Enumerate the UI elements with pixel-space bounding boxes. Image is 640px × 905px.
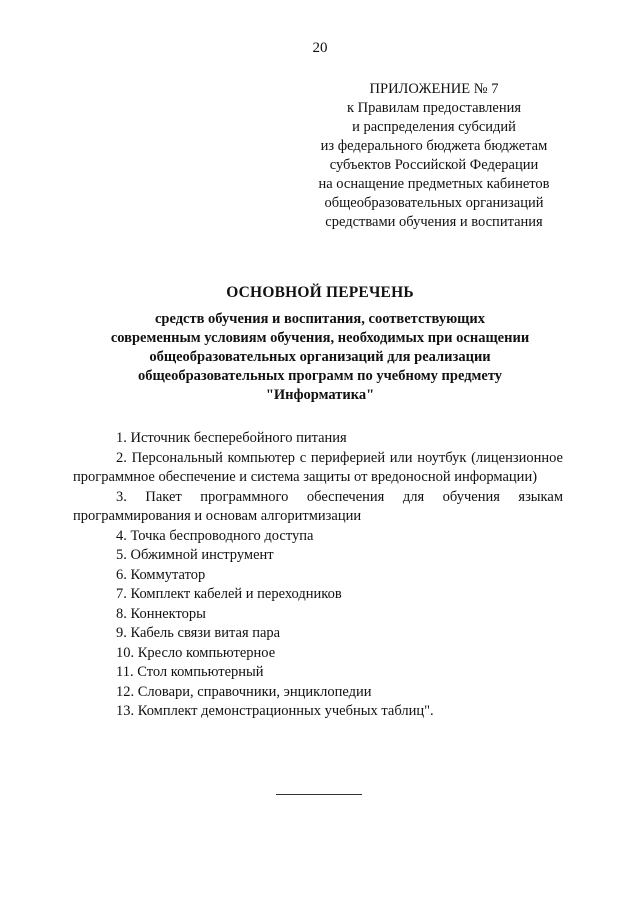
appendix-line: на оснащение предметных кабинетов	[318, 176, 550, 192]
list-item: 12. Словари, справочники, энциклопедии	[116, 683, 372, 700]
appendix-heading: ПРИЛОЖЕНИЕ № 7	[369, 81, 499, 97]
appendix-line: субъектов Российской Федерации	[329, 157, 539, 173]
list-item: 1. Источник бесперебойного питания	[116, 430, 347, 446]
list-item: 7. Комплект кабелей и переходников	[116, 586, 342, 602]
list-item: 4. Точка беспроводного доступа	[116, 527, 314, 544]
list-item: 9. Кабель связи витая пара	[116, 625, 281, 641]
page-number: 20	[312, 40, 328, 56]
appendix-line: средствами обучения и воспитания	[325, 214, 543, 230]
list-item: 13. Комплект демонстрационных учебных таблиц".	[116, 703, 434, 719]
list-item: 3. Пакет программного обеспечения для обучения языкам программирования и основам алгоритмизации	[73, 488, 563, 524]
list-item: 5. Обжимной инструмент	[116, 547, 274, 563]
appendix-line: и распределения субсидий	[352, 119, 516, 135]
appendix-line: к Правилам предоставления	[346, 100, 522, 116]
document-subtitle	[80, 310, 560, 405]
footer-divider	[276, 794, 362, 795]
document-title: ОСНОВНОЙ ПЕРЕЧЕНЬ	[226, 284, 414, 301]
subtitle-line: общеобразовательных организаций для реализации	[149, 349, 491, 365]
list-item: 10. Кресло компьютерное	[116, 644, 276, 661]
list-item: 2. Персональный компьютер с периферией или ноутбук (лицензионное программное обеспечение и система защиты от вредоносной информации)	[73, 449, 563, 485]
list-item: 8. Коннекторы	[116, 605, 206, 622]
list-item: 11. Стол компьютерный	[116, 664, 264, 680]
appendix-line: общеобразовательных организаций	[324, 195, 544, 211]
list-item: 6. Коммутатор	[116, 566, 206, 583]
subtitle-line: современным условиям обучения, необходимых при оснащении	[110, 330, 530, 346]
subtitle-line: общеобразовательных программ по учебному предмету	[137, 368, 503, 384]
subtitle-line: средств обучения и воспитания, соответствующих	[154, 311, 486, 327]
appendix-block	[308, 80, 560, 232]
appendix-line: из федерального бюджета бюджетам	[320, 138, 548, 154]
items-list	[73, 429, 563, 722]
subtitle-line: "Информатика"	[265, 387, 375, 403]
